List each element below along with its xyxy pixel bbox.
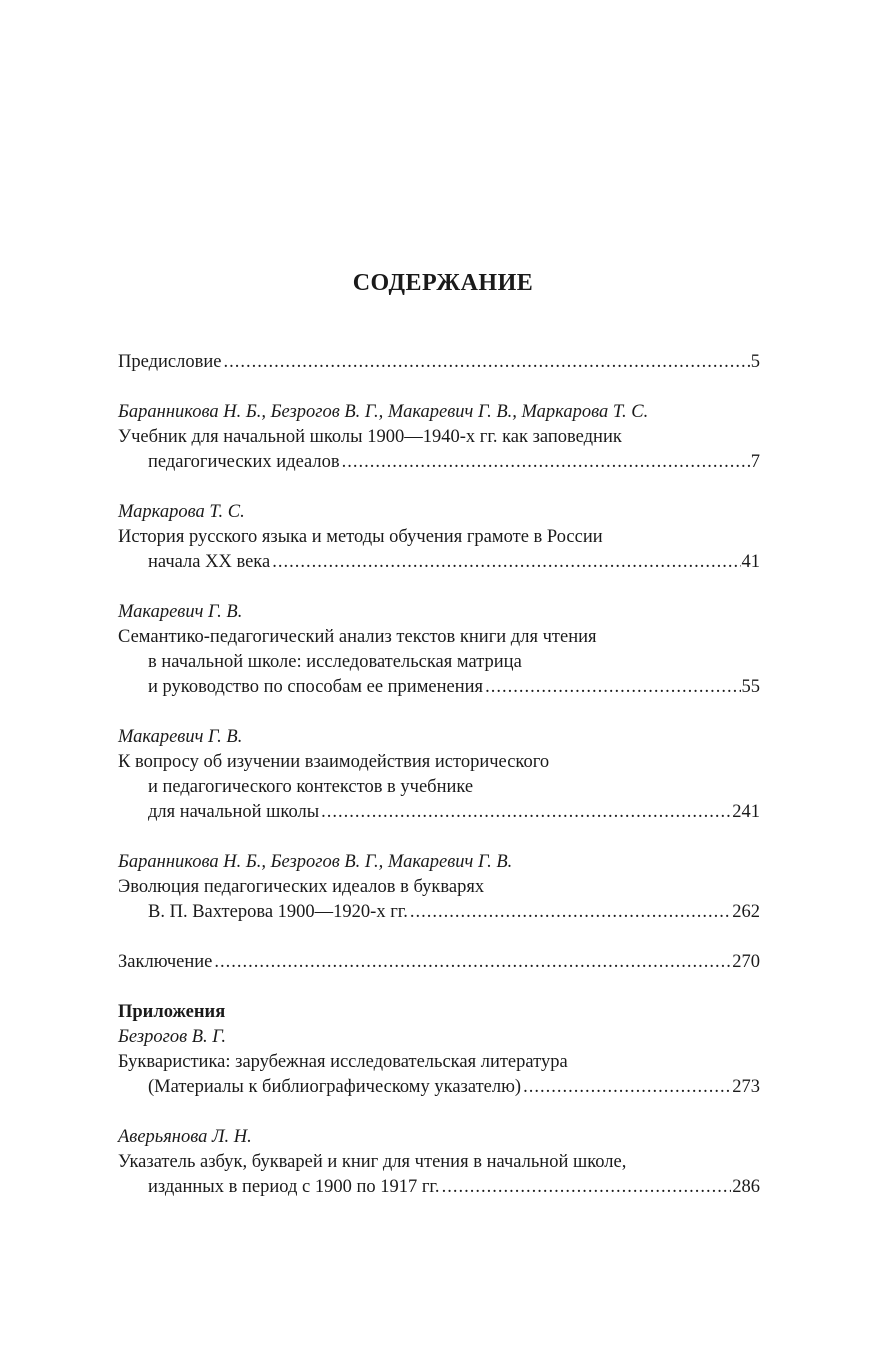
dot-leader bbox=[223, 350, 749, 375]
page-number: 286 bbox=[732, 1177, 760, 1197]
page-title: СОДЕРЖАНИЕ bbox=[352, 270, 534, 296]
toc-entry-title-line: и педагогического контекстов в учебнике bbox=[148, 777, 474, 797]
toc-entry-last-line bbox=[118, 1175, 760, 1200]
toc-entry-title-line: педагогических идеалов bbox=[148, 452, 340, 472]
toc-entry-title-line: Учебник для начальной школы 1900—1940-х гг. как заповедник bbox=[118, 427, 622, 447]
toc-entry-title-line: История русского языка и методы обучения грамоте в России bbox=[118, 527, 603, 547]
toc-entry-2[interactable] bbox=[118, 500, 760, 575]
toc-entry-last-line bbox=[118, 1075, 760, 1100]
toc-entry-preface[interactable] bbox=[118, 350, 760, 375]
toc-entry-title-line: изданных в период с 1900 по 1917 гг. bbox=[148, 1177, 440, 1197]
toc-entry-last-line bbox=[118, 675, 760, 700]
toc-entry-author: Безрогов В. Г. bbox=[118, 1027, 227, 1047]
toc-entry-author: Макаревич Г. В. bbox=[118, 602, 243, 622]
toc-entry-title-line: и руководство по способам ее применения bbox=[148, 677, 484, 697]
page-number: 262 bbox=[732, 902, 760, 922]
dot-leader bbox=[321, 800, 731, 825]
toc-entry-4[interactable] bbox=[118, 725, 760, 825]
toc-entry-5[interactable] bbox=[118, 850, 760, 925]
toc-entry-title-line: Букваристика: зарубежная исследовательская литература bbox=[118, 1052, 568, 1072]
dot-leader bbox=[442, 1175, 732, 1200]
dot-leader bbox=[410, 900, 731, 925]
toc-entry-author: Баранникова Н. Б., Безрогов В. Г., Макаревич Г. В., Маркарова Т. С. bbox=[118, 402, 649, 422]
page-number: 41 bbox=[741, 552, 760, 572]
toc-entry-3[interactable] bbox=[118, 600, 760, 700]
dot-leader bbox=[214, 950, 731, 975]
toc-entry-author: Баранникова Н. Б., Безрогов В. Г., Макаревич Г. В. bbox=[118, 852, 513, 872]
toc-entry-title: Заключение bbox=[118, 952, 213, 972]
toc-entry-title-line: для начальной школы bbox=[148, 802, 320, 822]
dot-leader bbox=[342, 450, 750, 475]
toc-entry-title-line: Указатель азбук, букварей и книг для чтения в начальной школе, bbox=[118, 1152, 627, 1172]
page-number: 7 bbox=[750, 452, 760, 472]
toc-entry-title-line: К вопросу об изучении взаимодействия исторического bbox=[118, 752, 550, 772]
page-number: 5 bbox=[750, 352, 760, 372]
toc-entry-last-line bbox=[118, 450, 760, 475]
toc-entry-title-line: В. П. Вахтерова 1900—1920-х гг. bbox=[148, 902, 408, 922]
toc-entry-title-line: Семантико-педагогический анализ текстов книги для чтения bbox=[118, 627, 597, 647]
table-of-contents bbox=[118, 350, 760, 1200]
toc-entry-last-line bbox=[118, 800, 760, 825]
toc-entry-6[interactable] bbox=[118, 1025, 760, 1100]
toc-entry-last-line bbox=[118, 900, 760, 925]
toc-entry-title: Предисловие bbox=[118, 352, 222, 372]
toc-entry-title-line: Эволюция педагогических идеалов в букварях bbox=[118, 877, 485, 897]
page-number: 270 bbox=[732, 952, 760, 972]
toc-entry-7[interactable] bbox=[118, 1125, 760, 1200]
dot-leader bbox=[523, 1075, 731, 1100]
toc-entry-author: Маркарова Т. С. bbox=[118, 502, 245, 522]
appendix-heading: Приложения bbox=[118, 1002, 226, 1022]
toc-entry-author: Аверьянова Л. Н. bbox=[118, 1127, 252, 1147]
page-number: 241 bbox=[732, 802, 760, 822]
toc-entry-author: Макаревич Г. В. bbox=[118, 727, 243, 747]
toc-entry-last-line bbox=[118, 550, 760, 575]
dot-leader bbox=[272, 550, 740, 575]
toc-entry-conclusion[interactable] bbox=[118, 950, 760, 975]
toc-entry-title-line: начала XX века bbox=[148, 552, 271, 572]
toc-entry-title-line: в начальной школе: исследовательская матрица bbox=[148, 652, 522, 672]
page-number: 55 bbox=[741, 677, 760, 697]
toc-entry-title-line: (Материалы к библиографическому указателю) bbox=[148, 1077, 522, 1097]
page-number: 273 bbox=[732, 1077, 760, 1097]
toc-entry-1[interactable] bbox=[118, 400, 760, 475]
dot-leader bbox=[485, 675, 740, 700]
